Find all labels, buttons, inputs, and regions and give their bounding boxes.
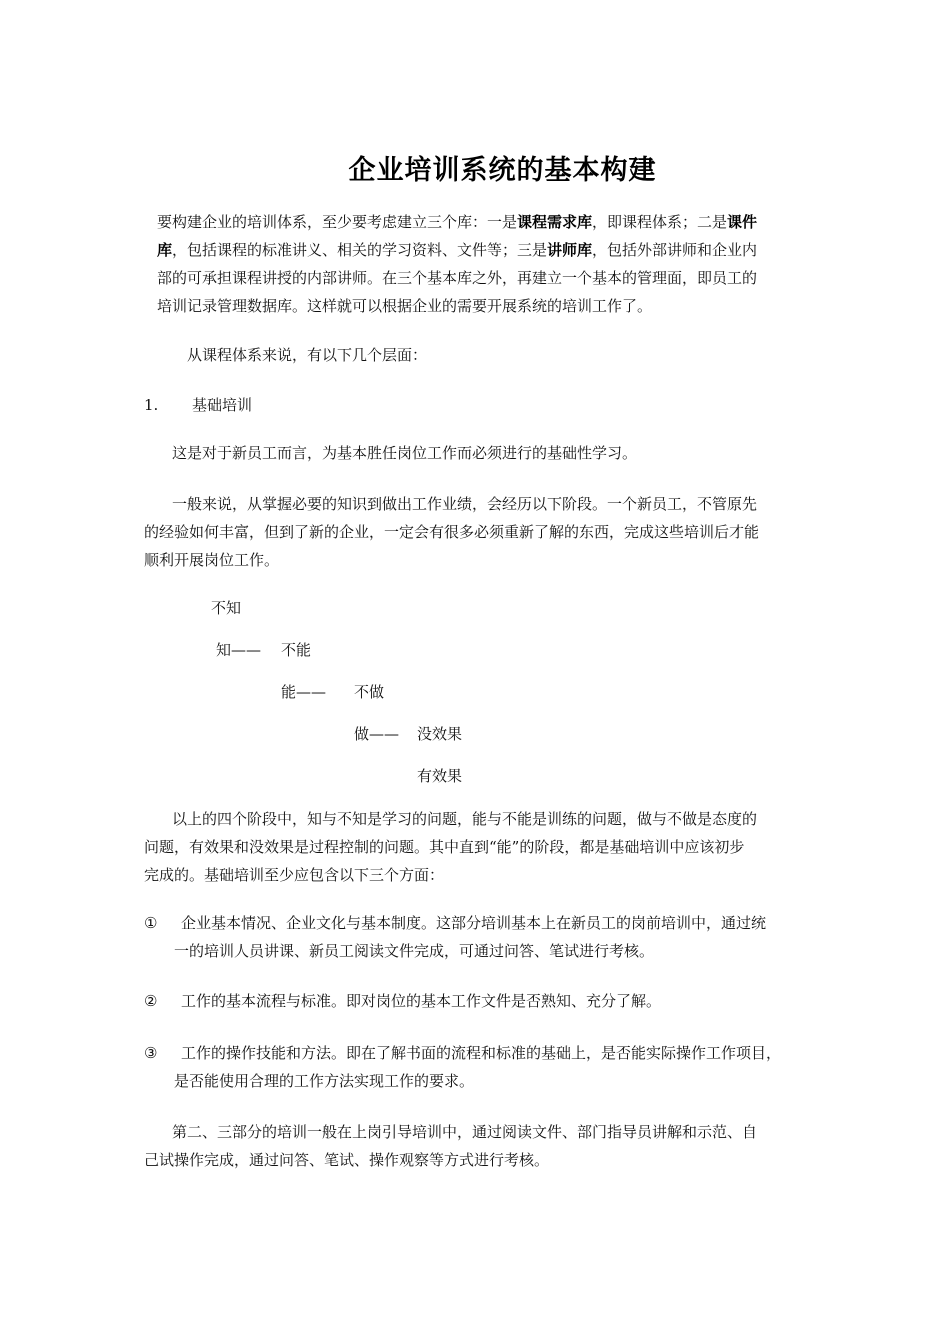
page-title: 企业培训系统的基本构建 [348,155,657,186]
item-3-line-2: 是否能使用合理的工作方法实现工作的要求。 [174,1072,475,1090]
item-3-marker: ③ [144,1044,158,1062]
section-heading: 基础培训 [192,396,253,414]
analysis-line-3: 完成的。基础培训至少应包含以下三个方面： [144,866,445,884]
intro-line-4: 培训记录管理数据库。这样就可以根据企业的需要开展系统的培训工作了。 [157,297,653,315]
final-paragraph [144,1118,757,1174]
levels-intro: 从课程体系来说，有以下几个层面： [187,346,428,364]
stage-no-effect: 没效果 [417,725,463,743]
newstaff-paragraph: 这是对于新员工而言，为基本胜任岗位工作而必须进行的基础性学习。 [172,444,638,462]
final-line-2: 己试操作完成，通过问答、笔试、操作观察等方式进行考核。 [144,1151,550,1169]
stages-paragraph [144,490,759,574]
intro-line-3: 部的可承担课程讲授的内部讲师。在三个基本库之外，再建立一个基本的管理面，即员工的 [157,269,758,287]
stages-line-3: 顺利开展岗位工作。 [144,551,280,569]
intro-text: 要构建企业的培训体系，至少要考虑建立三个库：一是 [157,213,518,231]
stage-do: 做—— [354,725,400,743]
intro-text: ，包括课程的标准讲义、相关的学习资料、文件等；三是 [172,241,548,259]
intro-text: ，包括外部讲师和企业内 [592,241,758,259]
stages-line-2: 的经验如何丰富，但到了新的企业，一定会有很多必须重新了解的东西，完成这些培训后才能 [144,523,760,541]
stage-not-know: 不知 [211,599,242,617]
intro-paragraph [157,208,757,320]
stages-line-1: 一般来说，从掌握必要的知识到做出工作业绩，会经历以下阶段。一个新员工，不管原先 [172,495,758,513]
item-1-marker: ① [144,914,158,932]
item-2-marker: ② [144,992,158,1010]
section-number: 1. [144,396,159,414]
stage-know: 知—— [216,641,262,659]
item-1-line-2: 一的培训人员讲课、新员工阅读文件完成，可通过问答、笔试进行考核。 [174,942,655,960]
item-3-line-1: 工作的操作技能和方法。即在了解书面的流程和标准的基础上，是否能实际操作工作项目， [181,1044,782,1062]
final-line-1: 第二、三部分的培训一般在上岗引导培训中，通过阅读文件、部门指导员讲解和示范、自 [172,1123,758,1141]
item-1-line-1: 企业基本情况、企业文化与基本制度。这部分培训基本上在新员工的岗前培训中，通过统 [181,914,767,932]
stage-can: 能—— [281,683,327,701]
stage-not-do: 不做 [354,683,385,701]
bold-term-lecturer-library: 讲师库 [547,241,593,259]
analysis-paragraph [144,805,757,889]
stage-cannot: 不能 [281,641,312,659]
intro-line-2 [157,236,757,264]
intro-line-1 [157,208,757,236]
item-2-line-1: 工作的基本流程与标准。即对岗位的基本工作文件是否熟知、充分了解。 [181,992,662,1010]
intro-text: ，即课程体系；二是 [592,213,728,231]
bold-term-library: 库 [157,241,173,259]
analysis-line-1: 以上的四个阶段中，知与不知是学习的问题，能与不能是训练的问题，做与不做是态度的 [172,810,758,828]
bold-term-course-library: 课程需求库 [517,213,593,231]
stage-effective: 有效果 [417,767,463,785]
analysis-line-2: 问题，有效果和没效果是过程控制的问题。其中直到“能”的阶段，都是基础培训中应该初步 [144,838,745,856]
bold-term-courseware: 课件 [727,213,758,231]
